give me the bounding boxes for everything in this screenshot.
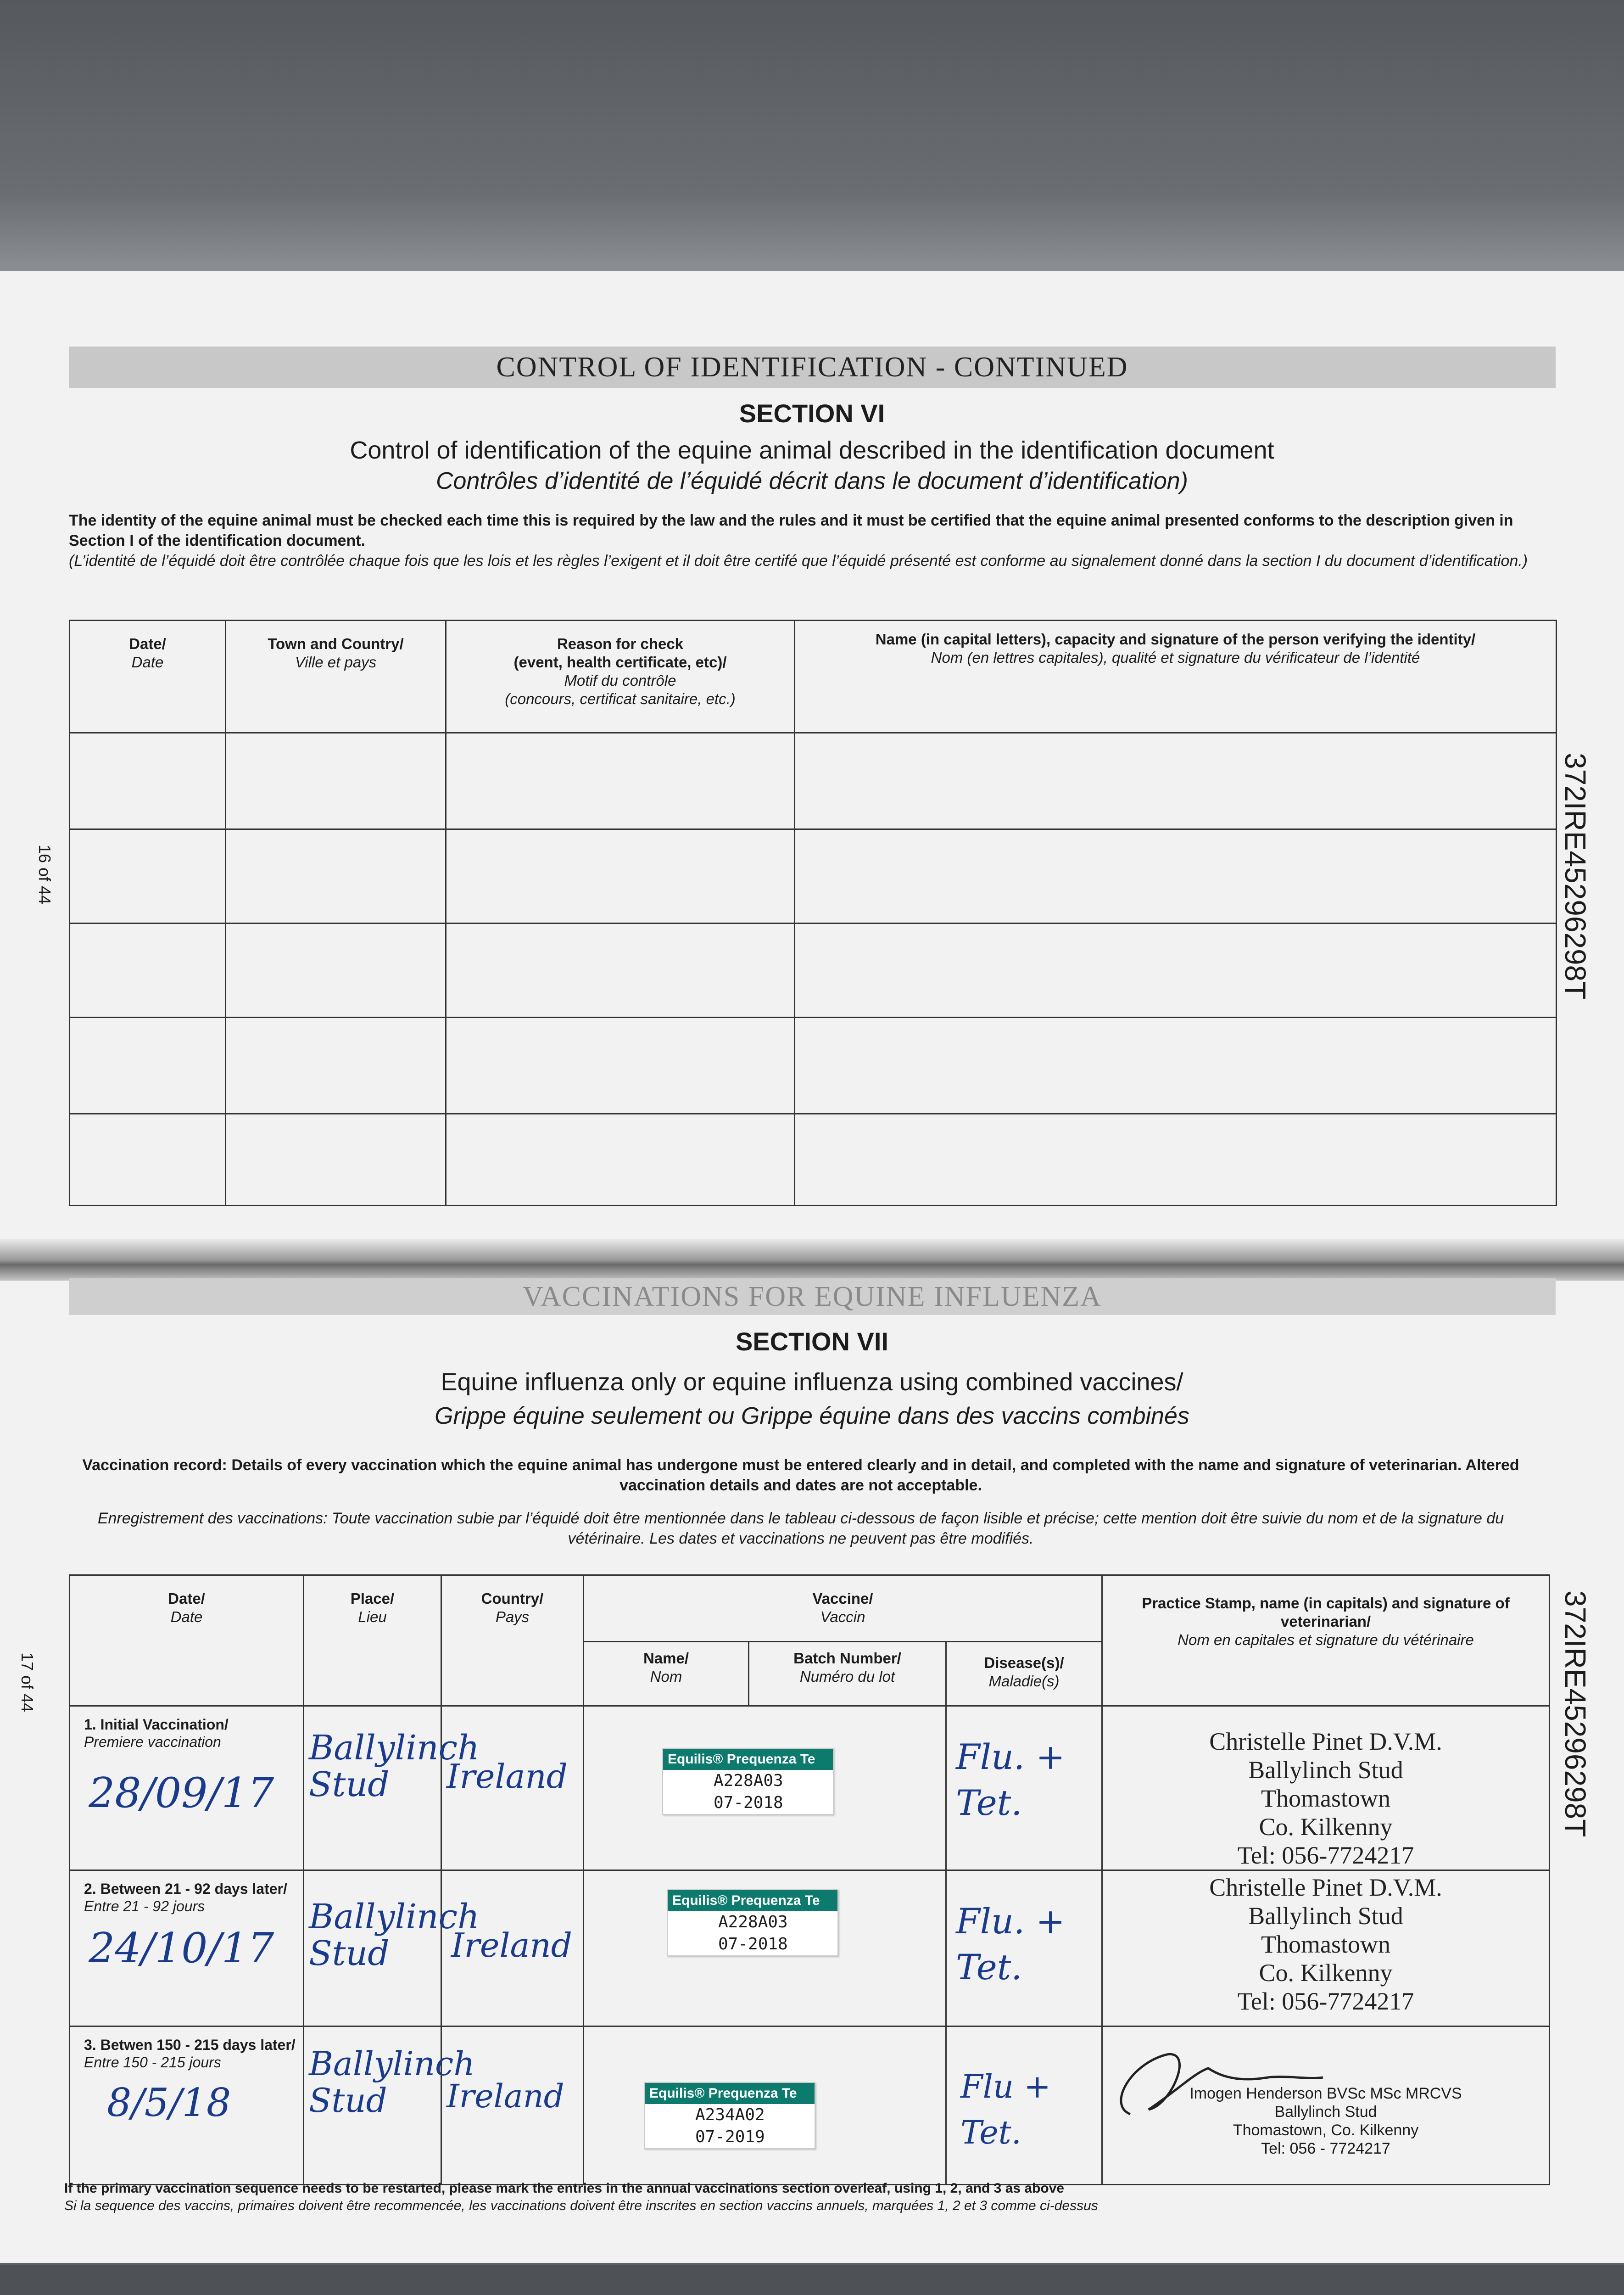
col-batch: Batch Number/ Numéro du lot [749,1642,946,1706]
section-vi-title: Control of identification of the equine animal described in the identification document [350,437,1274,464]
row-2-date-cell [70,1870,304,2026]
table-header-row [70,1575,1550,1642]
vet-stamp: Christelle Pinet D.V.M. Ballylinch Stud Thomastown Co. Kilkenny Tel: 056-7724217 [1209,1874,1442,2015]
table-row [70,1114,1557,1206]
scanner-background-bottom [0,2265,1624,2295]
footnote-fr: Si la sequence des vaccins, primaires doivent être recommencée, les vaccinations doivent être inscrites en section vaccins annuels, marquées 1, 2 et 3 comme ci-dessus [64,2198,1098,2213]
vaccination-disease: Flu + Tet. [960,2068,1051,2151]
col-vaccine: Vaccine/ Vaccin [584,1575,1102,1642]
identity-check-table [69,620,1557,1206]
section-vi-title-fr: Contrôles d’identité de l’équidé décrit dans le document d’identification) [436,468,1188,494]
page-number-17: 17 of 44 [18,1652,37,1713]
section-vi-intro: The identity of the equine animal must be checked each time this is required by the law and the rules and it must be certified that the equine animal presented conforms to the description given in Section I of the identification document. [69,512,1513,549]
vaccination-country: Ireland [446,1757,568,1796]
vaccination-place: Ballylinch Stud [309,1897,480,1973]
section-vii-intro-fr: Enregistrement des vaccinations: Toute vaccination subie par l’équidé doit être mentionnée dans le tableau ci-dessous de façon lisible et précise; cette mention doit être suivie du nom et de la signature du vétérinaire. Les dates et vaccinations ne peuvent pas être modifiés. [97,1510,1504,1547]
batch-number: A228A03 [714,1771,783,1790]
section-vii-label: SECTION VII [736,1327,888,1356]
row-label-fr: Premiere vaccination [84,1734,221,1750]
footnote: If the primary vaccination sequence needs to be restarted, please mark the entries in the annual vaccinations section overleaf, using 1, 2, and 3 as above [64,2181,1065,2196]
col-country: Country/ Pays [441,1575,584,1706]
col-vaccine-name: Name/ Nom [584,1642,749,1706]
section-vii-intro: Vaccination record: Details of every vaccination which the equine animal has undergone must be entered clearly and in detail, and completed with the name and signature of veterinarian. Altered vaccination details and dates are not acceptable. [82,1456,1519,1494]
table-row [70,924,1557,1018]
row-3-date-cell [70,2026,304,2185]
table-row [70,829,1557,924]
document-code-vi: 372IRE45296298T [1559,753,1592,1000]
vet-stamp: Imogen Henderson BVSc MSc MRCVS Ballylinch Stud Thomastown, Co. Kilkenny Tel: 056 - 7724217 [1189,2085,1462,2157]
batch-number: A228A03 [718,1913,788,1931]
row-label-fr: Entre 150 - 215 jours [84,2054,221,2071]
document-code-vii: 372IRE45296298T [1559,1590,1592,1837]
batch-number: A234A02 [695,2105,765,2124]
table-row [70,733,1557,829]
table-row [70,1706,1550,1870]
table-header-row [70,621,1557,733]
row-1-date-cell [70,1706,304,1870]
section-vi-intro-fr: (L’identité de l’équidé doit être contrôlée chaque fois que les lois et les règles l’exigent et il doit être certifé que l’équidé présenté est conforme au signalement donné dans la section I du document d’identification.) [69,552,1528,570]
expiry-date: 07-2018 [714,1793,783,1812]
vaccination-country: Ireland [446,2077,564,2115]
page-number-16: 16 of 44 [35,845,54,905]
col-stamp: Practice Stamp, name (in capitals) and signature of veterinarian/ Nom en capitales et signature du vétérinaire [1102,1575,1550,1706]
col-verifier: Name (in capital letters), capacity and signature of the person verifying the identity/ Nom (en lettres capitales), qualité et signature du vérificateur de l’identité [795,621,1557,733]
vaccine-sticker: Equilis® Prequenza Te A234A02 07-2019 [644,2082,815,2149]
vaccination-date: 8/5/18 [107,2080,231,2125]
section-vii-banner: VACCINATIONS FOR EQUINE INFLUENZA [69,1278,1556,1315]
table-row [70,2026,1550,2185]
col-date: Date/ Date [70,1575,304,1706]
row-label: 1. Initial Vaccination/ [84,1716,229,1733]
vaccination-place: Ballylinch Stud [309,2044,475,2120]
section-vii-title-fr: Grippe équine seulement ou Grippe équine dans des vaccins combinés [435,1403,1189,1429]
vet-stamp: Christelle Pinet D.V.M. Ballylinch Stud Thomastown Co. Kilkenny Tel: 056-7724217 [1209,1728,1442,1869]
vaccination-country: Ireland [451,1926,572,1965]
section-vi-banner: CONTROL OF IDENTIFICATION - CONTINUED [69,347,1556,388]
col-date: Date/ Date [70,621,226,733]
scanner-background-top [0,0,1624,275]
section-vi-label: SECTION VI [739,399,885,428]
expiry-date: 07-2019 [695,2127,765,2146]
vaccination-date: 24/10/17 [89,1924,274,1972]
col-town-country: Town and Country/ Ville et pays [226,621,446,733]
col-place: Place/ Lieu [304,1575,441,1706]
section-vii-title: Equine influenza only or equine influenza using combined vaccines/ [441,1368,1183,1396]
vaccine-sticker: Equilis® Prequenza Te A228A03 07-2018 [662,1748,834,1815]
col-disease: Disease(s)/ Maladie(s) [946,1642,1102,1706]
vaccination-table [69,1574,1550,2185]
vaccination-disease: Flu. + Tet. [956,1736,1065,1823]
row-label: 3. Betwen 150 - 215 days later/ [84,2037,296,2053]
table-row [70,1018,1557,1114]
table-row [70,1870,1550,2026]
expiry-date: 07-2018 [718,1935,788,1954]
row-label: 2. Between 21 - 92 days later/ [84,1881,287,1897]
row-label-fr: Entre 21 - 92 jours [84,1898,205,1914]
vaccine-sticker: Equilis® Prequenza Te A228A03 07-2018 [667,1889,838,1956]
vaccination-place: Ballylinch Stud [309,1728,480,1804]
col-reason: Reason for check (event, health certificate, etc)/ Motif du contrôle (concours, certificat sanitaire, etc.) [446,621,795,733]
vaccination-date: 28/09/17 [89,1769,274,1817]
vaccination-disease: Flu. + Tet. [956,1901,1065,1987]
